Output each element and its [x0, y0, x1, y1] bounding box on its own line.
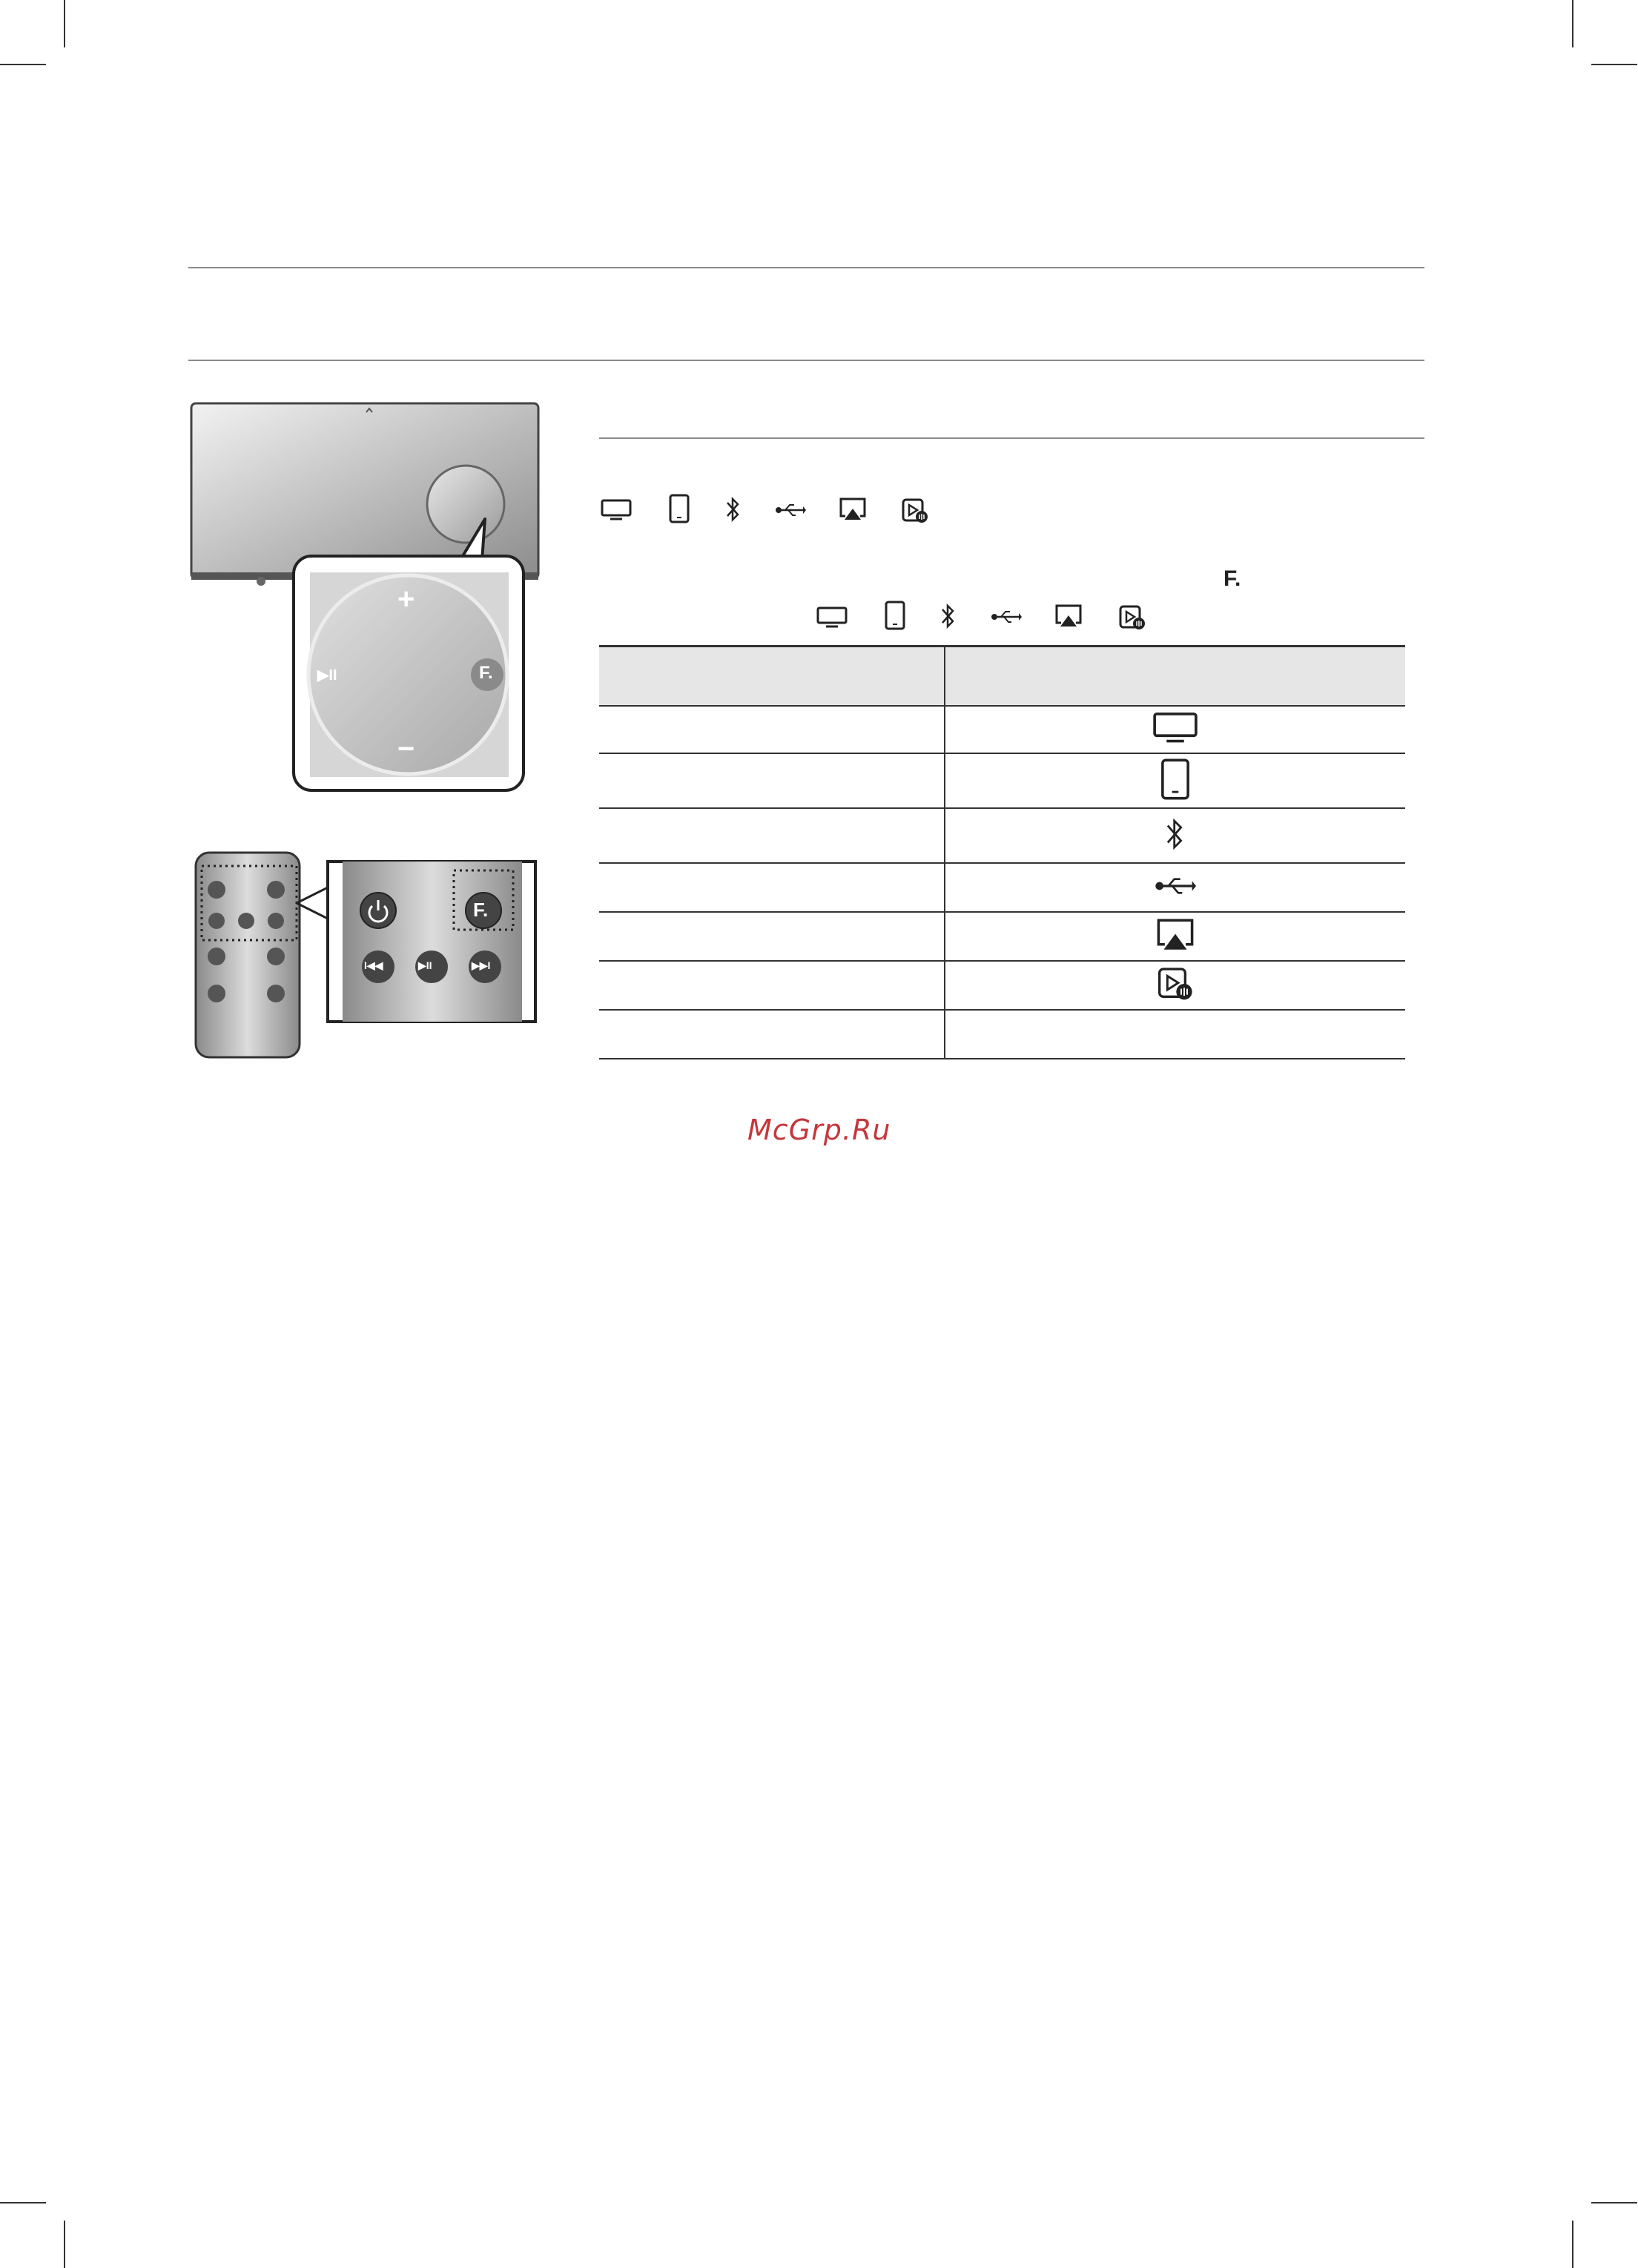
tv-icon [601, 499, 632, 521]
crop-mark [1591, 64, 1637, 65]
dial-plus-label: + [397, 583, 415, 615]
table-header-cell [599, 647, 945, 707]
bluetooth-icon [1165, 816, 1186, 853]
watermark: McGrp.Ru [747, 1114, 891, 1146]
table-row [599, 863, 1405, 912]
dial-function-button-label: F. [479, 663, 493, 683]
section-rule [599, 437, 1424, 439]
remote-control-illustration [194, 851, 537, 1059]
table-row [599, 808, 1405, 863]
phone-icon [669, 494, 690, 523]
table-row [599, 1010, 1405, 1059]
airplay-icon [1054, 604, 1083, 629]
usb-icon [775, 501, 806, 519]
remote-play-label: ▶II [418, 959, 432, 971]
remote-prev-label: I◀◀ [364, 959, 383, 971]
phone-icon [1160, 758, 1190, 801]
crop-mark [1572, 0, 1573, 47]
crop-mark [0, 2202, 46, 2203]
airplay-icon [1154, 917, 1197, 953]
crop-mark [64, 0, 65, 47]
dlna-icon [902, 498, 928, 523]
table-row [599, 706, 1405, 753]
function-key-glyph: F. [1223, 566, 1241, 591]
table-header-row [599, 647, 1405, 707]
header-rule-bottom [188, 360, 1424, 361]
table-row [599, 961, 1405, 1010]
header-rule-top [188, 267, 1424, 268]
usb-icon [991, 608, 1022, 626]
table-row [599, 912, 1405, 961]
dial-minus-label: − [397, 733, 415, 765]
bluetooth-icon [940, 602, 957, 630]
device-panel-illustration [188, 400, 544, 801]
crop-mark [1572, 2221, 1573, 2268]
tv-icon [1152, 712, 1199, 744]
phone-icon [885, 601, 905, 630]
airplay-icon [838, 497, 868, 522]
remote-function-button-label: F. [473, 899, 489, 921]
crop-mark [1591, 2202, 1637, 2203]
usb-icon [1155, 874, 1196, 898]
remote-next-label: ▶▶I [472, 959, 491, 971]
crop-mark [0, 64, 46, 65]
bluetooth-icon [725, 495, 742, 523]
dlna-icon [1158, 967, 1193, 1001]
table-header-cell [945, 647, 1405, 707]
dlna-icon [1119, 605, 1146, 630]
table-row [599, 753, 1405, 808]
function-mode-table [599, 645, 1405, 1059]
dial-play-pause-label: ▶II [317, 667, 337, 684]
tv-icon [816, 606, 848, 629]
crop-mark [64, 2221, 65, 2268]
